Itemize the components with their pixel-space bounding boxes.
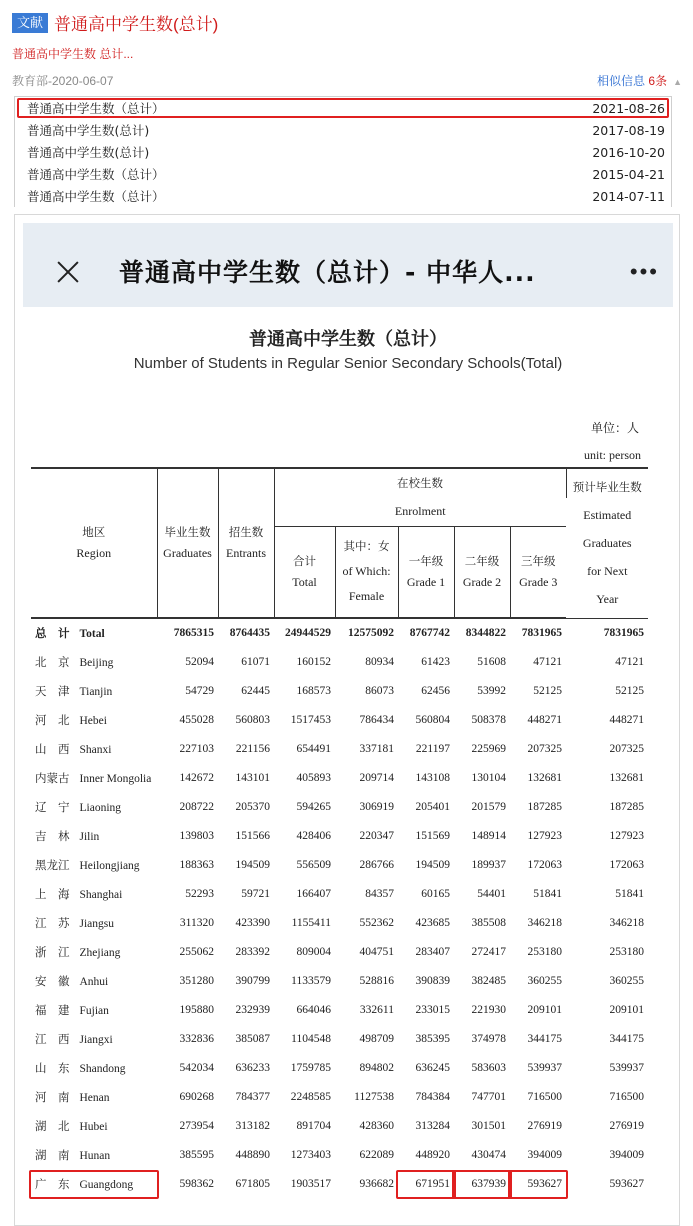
value-cell: 747701 [471,1090,506,1103]
value-cell: 583603 [471,1061,506,1074]
region-name-en: Shandong [79,1062,126,1075]
value-cell: 637939 [454,1169,510,1198]
more-icon[interactable]: ••• [629,259,659,284]
value-cell: 552362 [359,916,394,929]
value-cell: 139803 [179,829,214,842]
app-bar [23,223,673,307]
region-name-cn: 天 津 [35,683,70,698]
value-cell: 809004 [296,945,331,958]
value-cell: 8767742 [409,627,450,639]
value-cell: 59721 [241,887,270,900]
value-cell: 428360 [359,1119,394,1132]
value-cell: 286766 [359,858,394,871]
value-cell: 127923 [609,829,644,842]
table-row [31,937,648,966]
value-cell: 593627 [609,1177,644,1190]
value-cell: 24944529 [285,627,331,639]
region-name-en: Anhui [79,975,109,988]
value-cell: 1759785 [290,1061,331,1074]
table-row [31,821,648,850]
value-cell: 168573 [296,684,331,697]
source-date: 教育部-2020-06-07 [12,74,114,88]
region-name-cn: 吉 林 [35,828,70,843]
related-count: 6条 [648,74,668,88]
region-name-cn: 广 东 [35,1176,70,1191]
header-enrolment-en: Enrolment [274,498,566,526]
header-grade-2: 二年级 Grade 2 [454,526,510,618]
value-cell: 423685 [415,916,450,929]
value-cell: 189937 [471,858,506,871]
value-cell: 187285 [527,800,562,813]
table-row [31,705,648,734]
value-cell: 52125 [533,684,562,697]
region-name-en: Shanghai [79,888,123,901]
value-cell: 253180 [609,945,644,958]
value-cell: 556509 [296,858,331,871]
region-name-cn: 山 东 [35,1060,70,1075]
table-row [31,995,648,1024]
region-name-en: Jiangxi [79,1033,113,1046]
value-cell: 313284 [415,1119,450,1132]
header-grade-3: 三年级 Grade 3 [510,526,566,618]
value-cell: 539937 [527,1061,562,1074]
region-name-en: Hubei [79,1120,108,1133]
value-cell: 360255 [527,974,562,987]
related-item-title: 普通高中学生数（总计） [27,101,165,116]
value-cell: 404751 [359,945,394,958]
value-cell: 344175 [527,1032,562,1045]
region-name-en: Liaoning [79,801,122,814]
related-list [14,96,672,207]
value-cell: 394009 [527,1148,562,1161]
value-cell: 448271 [527,713,562,726]
region-name-en: Fujian [79,1004,109,1017]
table-row [31,1024,648,1053]
value-cell: 385087 [235,1032,270,1045]
value-cell: 208722 [179,800,214,813]
region-cell [31,879,157,908]
value-cell: 428406 [296,829,331,842]
region-name-cn: 黑龙江 [35,857,70,872]
region-name-cn: 山 西 [35,741,70,756]
value-cell: 1517453 [290,713,331,726]
statistics-table [31,467,648,1198]
region-cell [31,618,157,647]
value-cell: 51608 [477,655,506,668]
table-row [31,1082,648,1111]
value-cell: 232939 [235,1003,270,1016]
value-cell: 891704 [296,1119,331,1132]
value-cell: 7831965 [603,626,644,639]
value-cell: 560803 [235,713,270,726]
value-cell: 276919 [527,1119,562,1132]
region-cell [31,966,157,995]
close-icon[interactable] [57,261,79,283]
value-cell: 143101 [235,771,270,784]
value-cell: 86073 [365,684,394,697]
value-cell: 221156 [235,742,270,755]
header-total: 合计 Total [274,526,335,618]
header-entrants: 招生数 Entrants [218,468,274,618]
doc-title-cn: 普通高中学生数（总计） [249,329,447,350]
value-cell: 1133579 [291,974,331,987]
value-cell: 276919 [609,1119,644,1132]
value-cell: 54401 [477,887,506,900]
doc-title-en: Number of Students in Regular Senior Secondary Schools(Total) [133,355,563,372]
value-cell: 539937 [609,1061,644,1074]
value-cell: 313182 [235,1119,270,1132]
value-cell: 337181 [359,742,394,755]
value-cell: 716500 [609,1090,644,1103]
region-name-cn: 安 徽 [35,973,70,988]
unit-label-cn: 单位：人 [590,421,639,435]
total-row [31,618,648,647]
value-cell: 542034 [179,1061,214,1074]
value-cell: 7831965 [521,627,562,639]
region-name-en: Hebei [79,714,107,727]
value-cell: 311320 [179,916,214,929]
value-cell: 8764435 [229,627,270,639]
region-name-cn: 浙 江 [35,944,70,959]
region-name-cn: 北 京 [35,654,70,669]
value-cell: 80934 [365,655,394,668]
value-cell: 194509 [415,858,450,871]
region-cell [31,734,157,763]
value-cell: 306919 [359,800,394,813]
value-cell: 60165 [421,887,450,900]
header-graduates: 毕业生数 Graduates [157,468,218,618]
table-row [31,1053,648,1082]
app-title: 普通高中学生数（总计）- 中华人... [119,258,536,287]
related-item-title: 普通高中学生数(总计) [27,145,150,160]
related-item[interactable] [15,97,671,119]
value-cell: 47121 [533,655,562,668]
related-item-date: 2021-08-26 [592,100,665,116]
value-cell: 332836 [179,1032,214,1045]
related-item-title: 普通高中学生数(总计) [27,123,150,138]
value-cell: 51841 [615,887,644,900]
table-row [31,792,648,821]
region-cell [31,1024,157,1053]
region-name-en: Jiangsu [79,917,114,930]
region-name-cn: 江 西 [35,1031,70,1046]
value-cell: 209101 [527,1003,562,1016]
table-row [31,734,648,763]
value-cell: 166407 [296,887,331,900]
value-cell: 1155411 [291,916,331,929]
value-cell: 207325 [609,742,644,755]
value-cell: 62445 [241,684,270,697]
related-item[interactable] [15,119,671,141]
value-cell: 132681 [609,771,644,784]
value-cell: 62456 [421,684,450,697]
region-cell [31,676,157,705]
region-cell [31,1082,157,1111]
region-name-cn: 江 苏 [35,915,70,930]
value-cell: 784377 [235,1090,270,1103]
value-cell: 636233 [235,1061,270,1074]
value-cell: 187285 [609,800,644,813]
value-cell: 221930 [471,1003,506,1016]
value-cell: 560804 [415,713,450,726]
value-cell: 201579 [471,800,506,813]
region-name-en: Beijing [79,656,114,669]
region-name-cn: 湖 南 [35,1147,70,1162]
region-name-en: Guangdong [79,1178,134,1191]
table-row [31,908,648,937]
value-cell: 385595 [179,1148,214,1161]
value-cell: 394009 [609,1148,644,1161]
embedded-screenshot [14,214,680,1226]
related-item-date: 2015-04-21 [592,166,665,182]
value-cell: 53992 [477,684,506,697]
value-cell: 498709 [359,1032,394,1045]
value-cell: 225969 [471,742,506,755]
region-name-cn: 湖 北 [35,1118,70,1133]
value-cell: 52094 [185,655,214,668]
value-cell: 47121 [615,655,644,668]
value-cell: 205401 [415,800,450,813]
value-cell: 671951 [398,1169,454,1198]
table-row [31,647,648,676]
region-name-cn: 辽 宁 [35,799,70,814]
value-cell: 654491 [296,742,331,755]
value-cell: 423390 [235,916,270,929]
value-cell: 636245 [415,1061,450,1074]
value-cell: 374978 [471,1032,506,1045]
value-cell: 448890 [235,1148,270,1161]
related-item-date: 2017-08-19 [592,122,665,138]
region-name-en: Hunan [79,1149,111,1162]
related-info-toggle[interactable] [597,72,682,89]
value-cell: 455028 [179,713,214,726]
related-item[interactable] [15,185,671,207]
value-cell: 255062 [179,945,214,958]
value-cell: 784384 [415,1090,450,1103]
value-cell: 2248585 [290,1090,331,1103]
value-cell: 8344822 [465,627,506,639]
related-item-date: 2016-10-20 [592,144,665,160]
value-cell: 52125 [615,684,644,697]
table-row [31,763,648,792]
value-cell: 12575092 [348,627,394,639]
region-name-cn: 河 南 [35,1089,70,1104]
region-cell [31,908,157,937]
region-cell [31,763,157,792]
value-cell: 127923 [527,829,562,842]
region-name-en: Total [79,628,105,640]
value-cell: 1127538 [354,1090,394,1103]
table-row [31,1169,648,1198]
value-cell: 664046 [296,1003,331,1016]
related-item-title: 普通高中学生数（总计） [27,189,165,204]
value-cell: 142672 [179,771,214,784]
value-cell: 622089 [359,1148,394,1161]
value-cell: 205370 [235,800,270,813]
value-cell: 430474 [471,1148,506,1161]
value-cell: 84357 [365,887,394,900]
value-cell: 195880 [179,1003,214,1016]
value-cell: 786434 [359,713,394,726]
value-cell: 301501 [471,1119,506,1132]
value-cell: 54729 [185,684,214,697]
value-cell: 253180 [527,945,562,958]
region-cell [31,937,157,966]
related-item-date: 2014-07-11 [592,188,665,204]
value-cell: 209101 [609,1003,644,1016]
header-estimated-graduates: 预计毕业生数 Estimated Graduates for Next Year [566,468,648,618]
region-name-cn: 总 计 [35,626,70,640]
result-title-link[interactable]: 普通高中学生数(总计) [54,15,219,34]
value-cell: 283407 [415,945,450,958]
region-name-en: Shanxi [79,743,112,756]
value-cell: 160152 [296,655,331,668]
value-cell: 344175 [609,1032,644,1045]
region-cell [31,850,157,879]
value-cell: 390799 [235,974,270,987]
document-type-badge: 文献 [12,13,48,33]
value-cell: 346218 [609,916,644,929]
unit-label-en: unit: person [584,448,641,462]
value-cell: 7865315 [173,627,214,639]
value-cell: 508378 [471,713,506,726]
value-cell: 143108 [415,771,450,784]
value-cell: 448271 [609,713,644,726]
region-name-en: Tianjin [79,685,113,698]
region-cell [31,792,157,821]
related-info-label: 相似信息 [597,74,649,88]
region-name-cn: 内蒙古 [35,770,70,785]
header-female: 其中：女 of Which: Female [335,526,398,618]
value-cell: 894802 [359,1061,394,1074]
table-row [31,850,648,879]
value-cell: 220347 [359,829,394,842]
region-cell [31,647,157,676]
value-cell: 233015 [415,1003,450,1016]
value-cell: 346218 [527,916,562,929]
value-cell: 51841 [533,887,562,900]
value-cell: 351280 [179,974,214,987]
value-cell: 1273403 [290,1148,331,1161]
value-cell: 148914 [471,829,506,842]
table-row [31,1140,648,1169]
value-cell: 61071 [241,655,270,668]
region-name-en: Jilin [79,830,100,843]
value-cell: 172063 [609,858,644,871]
region-name-en: Henan [79,1091,110,1104]
related-item[interactable] [15,141,671,163]
header-grade-1: 一年级 Grade 1 [398,526,454,618]
region-name-en: Zhejiang [79,946,121,959]
region-name-cn: 上 海 [35,886,70,901]
region-name-cn: 河 北 [35,712,70,727]
value-cell: 528816 [359,974,394,987]
value-cell: 221197 [415,742,450,755]
value-cell: 151566 [235,829,270,842]
value-cell: 61423 [421,655,450,668]
value-cell: 52293 [185,887,214,900]
value-cell: 594265 [296,800,331,813]
region-cell [31,995,157,1024]
value-cell: 132681 [527,771,562,784]
value-cell: 332611 [359,1003,394,1016]
value-cell: 283392 [235,945,270,958]
table-row [31,966,648,995]
result-header [12,10,218,35]
value-cell: 716500 [527,1090,562,1103]
region-cell [31,1111,157,1140]
value-cell: 188363 [179,858,214,871]
value-cell: 360255 [609,974,644,987]
related-item-title: 普通高中学生数（总计） [27,167,165,182]
value-cell: 207325 [527,742,562,755]
region-cell [31,1169,157,1198]
caret-up-icon[interactable]: ▲ [673,77,682,87]
value-cell: 1104548 [291,1032,331,1045]
region-name-en: Inner Mongolia [79,772,152,785]
value-cell: 130104 [471,771,506,784]
table-row [31,676,648,705]
value-cell: 385395 [415,1032,450,1045]
value-cell: 209714 [359,771,394,784]
header-region: 地区 Region [31,468,157,618]
result-snippet: 普通高中学生数 总计... [12,47,134,61]
value-cell: 1903517 [290,1177,331,1190]
value-cell: 593627 [510,1169,566,1198]
value-cell: 448920 [415,1148,450,1161]
value-cell: 172063 [527,858,562,871]
value-cell: 390839 [415,974,450,987]
value-cell: 936682 [359,1177,394,1190]
table-body [31,618,648,1198]
result-meta [12,72,682,89]
header-enrolment-cn: 在校生数 [274,468,566,498]
region-name-cn: 福 建 [35,1002,70,1017]
value-cell: 385508 [471,916,506,929]
value-cell: 227103 [179,742,214,755]
value-cell: 273954 [179,1119,214,1132]
region-cell [31,705,157,734]
related-item[interactable] [15,163,671,185]
table-row [31,1111,648,1140]
region-cell [31,1140,157,1169]
value-cell: 194509 [235,858,270,871]
region-cell [31,821,157,850]
table-row [31,879,648,908]
value-cell: 272417 [471,945,506,958]
value-cell: 690268 [179,1090,214,1103]
value-cell: 151569 [415,829,450,842]
value-cell: 405893 [296,771,331,784]
region-name-en: Heilongjiang [79,859,140,872]
value-cell: 671805 [235,1177,270,1190]
value-cell: 382485 [471,974,506,987]
value-cell: 598362 [179,1177,214,1190]
region-cell [31,1053,157,1082]
